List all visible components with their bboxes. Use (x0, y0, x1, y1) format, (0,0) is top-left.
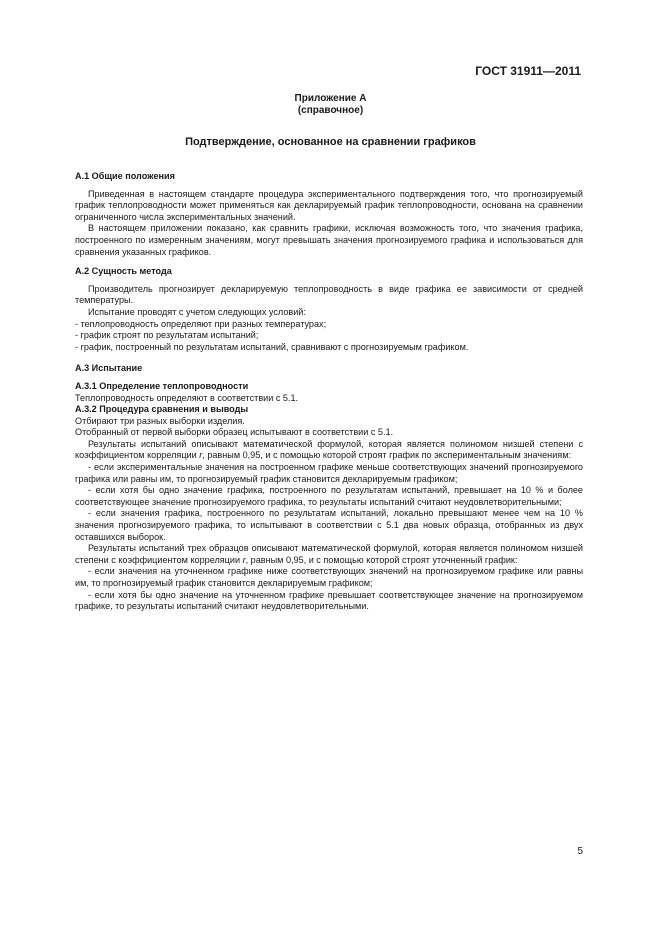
list-item: - если экспериментальные значения на построенном графике меньше соответствующих значений прогнозируемого графика или равны им, то прогнозируемый график становится декларируемым графиком; (75, 462, 583, 484)
variable-r: r (242, 554, 246, 565)
text-span: , равным 0,95, и с помощью которой строят уточненный график: (245, 554, 518, 565)
paragraph: Приведенная в настоящем стандарте процедура экспериментального подтверждения того, что прогнозируемый график теплопроводности может применяться как декларируемый график теплопроводности, основана на сравнении ограниченного числа экспериментальных значений. (75, 188, 583, 222)
paragraph: Испытание проводят с учетом следующих условий: (88, 306, 306, 317)
document-code: ГОСТ 31911—2011 (475, 64, 581, 78)
text-span: Результаты испытаний трех образцов описывают математической формулой, которая является полиномом низшей степени с коэффициентом корреляции (75, 543, 583, 565)
paragraph (75, 439, 583, 462)
annex-heading (0, 93, 661, 117)
annex-label: Приложение А (294, 93, 367, 104)
paragraph: В настоящем приложении показано, как сравнить графики, исключая возможность того, что значения графика, построенного по измеренным значениям, могут превышать значения прогнозируемого графика и использоваться для сравнения указанных графиков. (75, 223, 583, 257)
list-item: - если значения на уточненном графике ниже соответствующих значений на прогнозируемом графике или равны им, то прогнозируемый график становится декларируемым графиком; (75, 566, 583, 588)
paragraph (75, 543, 583, 566)
document-body (75, 171, 583, 613)
list-item: - если значения графика, построенного по результатам испытаний, локально превышают менее чем на 10 % значения прогнозируемого графика, то испытывают в соответствии с 5.1 два новых образца, отобранных из двух оставшихся выборок. (75, 508, 583, 542)
subsection-heading-a32: А.3.2 Процедура сравнения и выводы (75, 404, 249, 415)
paragraph: Отобранный от первой выборки образец испытывают в соответствии с 5.1. (75, 427, 394, 438)
list-item: - график строят по результатам испытаний; (75, 330, 259, 341)
list-item: - если хотя бы одно значение графика, построенного по результатам испытаний, превышает на 10 % и более соответствующее значение прогнозируемого графика, то результаты испытаний считают неудовлетворительными; (75, 485, 583, 507)
subsection-heading-a31: А.3.1 Определение теплопроводности (75, 380, 249, 391)
paragraph: Теплопроводность определяют в соответствии с 5.1. (75, 392, 299, 403)
list-item: - график, построенный по результатам испытаний, сравнивают с прогнозируемым графиком. (75, 341, 469, 352)
text-span: , равным 0,95, и с помощью которой строят график по экспериментальным значениям: (202, 450, 571, 461)
annex-type: (справочное) (297, 105, 364, 116)
paragraph: Производитель прогнозирует декларируемую теплопроводность в виде графика ее зависимости от средней температуры. (75, 283, 583, 306)
annex-title: Подтверждение, основанное на сравнении графиков (185, 136, 476, 148)
variable-r: r (199, 450, 203, 461)
paragraph: Отбирают три разных выборки изделия. (75, 415, 245, 426)
section-heading-a3: А.3 Испытание (75, 363, 143, 374)
list-item: - если хотя бы одно значение на уточненном графике превышает соответствующее значение на прогнозируемом графике, то результаты испытаний считают неудовлетворительными. (75, 589, 583, 612)
list-item: - теплопроводность определяют при разных температурах; (75, 318, 327, 329)
page-number: 5 (577, 846, 583, 857)
text-span: Результаты испытаний описывают математической формулой, которая является полиномом низшей степени с коэффициентом корреляции (75, 438, 583, 461)
section-heading-a2: А.2 Сущность метода (75, 266, 172, 277)
section-heading-a1: А.1 Общие положения (75, 171, 175, 181)
